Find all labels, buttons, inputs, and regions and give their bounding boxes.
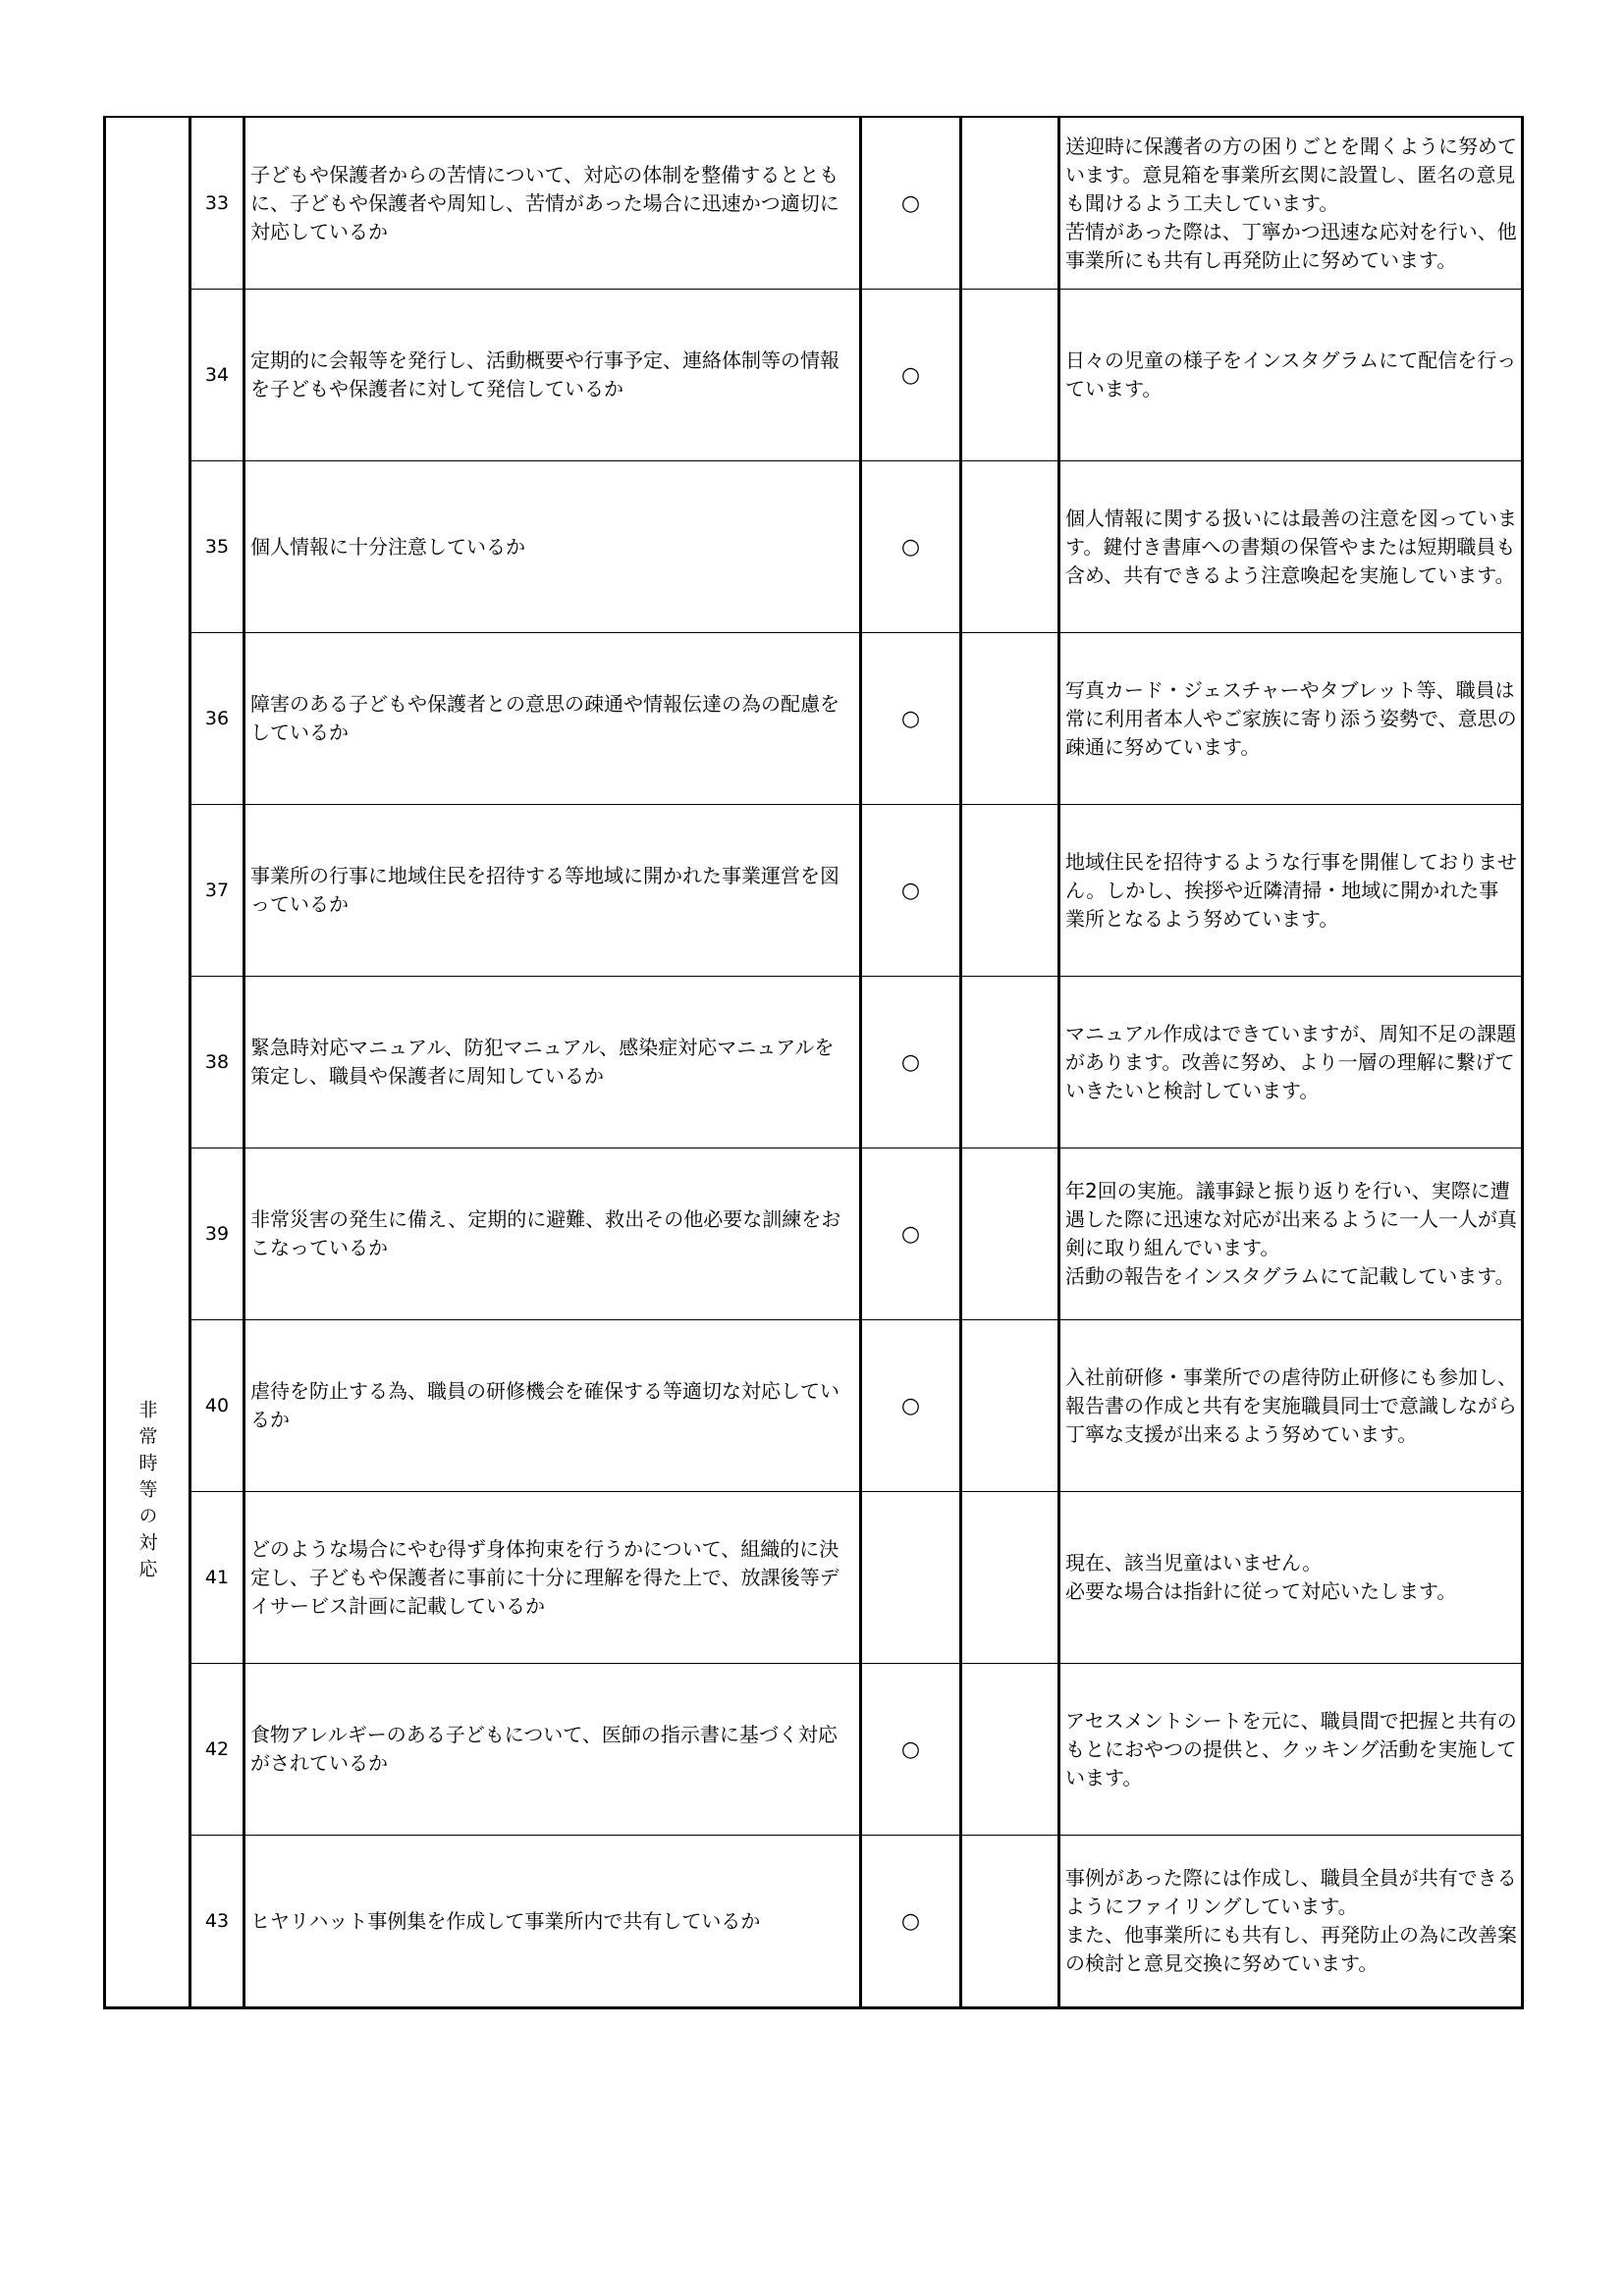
no-mark bbox=[961, 1664, 1059, 1836]
improvement-note: 送迎時に保護者の方の困りごとを聞くように努めています。意見箱を事業所玄関に設置し、匿名の意見も聞けるよう工夫しています。 苦情があった際は、丁寧かつ迅速な応対を行い、他事業所にも共有し再発防止に努めています。 bbox=[1059, 117, 1523, 290]
item-question: 事業所の行事に地域住民を招待する等地域に開かれた事業運営を図っているか bbox=[244, 805, 861, 977]
no-mark bbox=[961, 977, 1059, 1148]
item-question: 非常災害の発生に備え、定期的に避難、救出その他必要な訓練をおこなっているか bbox=[244, 1148, 861, 1320]
yes-mark: ○ bbox=[861, 290, 961, 461]
item-number: 39 bbox=[190, 1148, 244, 1320]
item-question: どのような場合にやむ得ず身体拘束を行うかについて、組織的に決定し、子どもや保護者に事前に十分に理解を得た上で、放課後等デイサービス計画に記載しているか bbox=[244, 1492, 861, 1664]
no-mark bbox=[961, 1836, 1059, 2008]
no-mark bbox=[961, 461, 1059, 633]
table-row bbox=[105, 290, 1523, 461]
category-cell bbox=[105, 117, 190, 2008]
no-mark bbox=[961, 1320, 1059, 1492]
item-question: 障害のある子どもや保護者との意思の疎通や情報伝達の為の配慮をしているか bbox=[244, 633, 861, 805]
yes-mark: ○ bbox=[861, 117, 961, 290]
item-question: 緊急時対応マニュアル、防犯マニュアル、感染症対応マニュアルを策定し、職員や保護者に周知しているか bbox=[244, 977, 861, 1148]
item-question: ヒヤリハット事例集を作成して事業所内で共有しているか bbox=[244, 1836, 861, 2008]
table-row bbox=[105, 1492, 1523, 1664]
item-number: 40 bbox=[190, 1320, 244, 1492]
item-number: 34 bbox=[190, 290, 244, 461]
improvement-note: アセスメントシートを元に、職員間で把握と共有のもとにおやつの提供と、クッキング活動を実施しています。 bbox=[1059, 1664, 1523, 1836]
item-number: 38 bbox=[190, 977, 244, 1148]
table-row bbox=[105, 1664, 1523, 1836]
improvement-note: 現在、該当児童はいません。 必要な場合は指針に従って対応いたします。 bbox=[1059, 1492, 1523, 1664]
improvement-note: マニュアル作成はできていますが、周知不足の課題があります。改善に努め、より一層の理解に繋げていきたいと検討しています。 bbox=[1059, 977, 1523, 1148]
improvement-note: 写真カード・ジェスチャーやタブレット等、職員は常に利用者本人やご家族に寄り添う姿勢で、意思の疎通に努めています。 bbox=[1059, 633, 1523, 805]
item-number: 35 bbox=[190, 461, 244, 633]
yes-mark: ○ bbox=[861, 1320, 961, 1492]
category-label: 非常時等の対応 bbox=[135, 1399, 158, 1585]
item-number: 41 bbox=[190, 1492, 244, 1664]
item-question: 個人情報に十分注意しているか bbox=[244, 461, 861, 633]
no-mark bbox=[961, 633, 1059, 805]
improvement-note: 事例があった際には作成し、職員全員が共有できるようにファイリングしています。 また、他事業所にも共有し、再発防止の為に改善案の検討と意見交換に努めています。 bbox=[1059, 1836, 1523, 2008]
item-number: 37 bbox=[190, 805, 244, 977]
improvement-note: 日々の児童の様子をインスタグラムにて配信を行っています。 bbox=[1059, 290, 1523, 461]
no-mark bbox=[961, 1148, 1059, 1320]
item-number: 33 bbox=[190, 117, 244, 290]
table-row bbox=[105, 1148, 1523, 1320]
no-mark bbox=[961, 117, 1059, 290]
yes-mark bbox=[861, 1492, 961, 1664]
evaluation-table bbox=[103, 116, 1524, 2009]
yes-mark: ○ bbox=[861, 977, 961, 1148]
yes-mark: ○ bbox=[861, 1148, 961, 1320]
table-row bbox=[105, 1836, 1523, 2008]
item-question: 食物アレルギーのある子どもについて、医師の指示書に基づく対応がされているか bbox=[244, 1664, 861, 1836]
no-mark bbox=[961, 805, 1059, 977]
yes-mark: ○ bbox=[861, 1664, 961, 1836]
table-row bbox=[105, 117, 1523, 290]
table-row bbox=[105, 805, 1523, 977]
table-row bbox=[105, 1320, 1523, 1492]
improvement-note: 入社前研修・事業所での虐待防止研修にも参加し、報告書の作成と共有を実施職員同士で意識しながら丁寧な支援が出来るよう努めています。 bbox=[1059, 1320, 1523, 1492]
evaluation-sheet bbox=[103, 116, 1521, 2078]
yes-mark: ○ bbox=[861, 461, 961, 633]
table-row bbox=[105, 977, 1523, 1148]
yes-mark: ○ bbox=[861, 633, 961, 805]
yes-mark: ○ bbox=[861, 805, 961, 977]
item-number: 43 bbox=[190, 1836, 244, 2008]
improvement-note: 個人情報に関する扱いには最善の注意を図っています。鍵付き書庫への書類の保管やまたは短期職員も含め、共有できるよう注意喚起を実施しています。 bbox=[1059, 461, 1523, 633]
no-mark bbox=[961, 290, 1059, 461]
yes-mark: ○ bbox=[861, 1836, 961, 2008]
item-number: 42 bbox=[190, 1664, 244, 1836]
improvement-note: 年2回の実施。議事録と振り返りを行い、実際に遭遇した際に迅速な対応が出来るように一人一人が真剣に取り組んでいます。 活動の報告をインスタグラムにて記載しています。 bbox=[1059, 1148, 1523, 1320]
no-mark bbox=[961, 1492, 1059, 1664]
item-question: 虐待を防止する為、職員の研修機会を確保する等適切な対応しているか bbox=[244, 1320, 861, 1492]
table-row bbox=[105, 461, 1523, 633]
evaluation-rows bbox=[105, 117, 1523, 2008]
table-row bbox=[105, 633, 1523, 805]
item-number: 36 bbox=[190, 633, 244, 805]
item-question: 子どもや保護者からの苦情について、対応の体制を整備するとともに、子どもや保護者や周知し、苦情があった場合に迅速かつ適切に対応しているか bbox=[244, 117, 861, 290]
improvement-note: 地域住民を招待するような行事を開催しておりません。しかし、挨拶や近隣清掃・地域に開かれた事業所となるよう努めています。 bbox=[1059, 805, 1523, 977]
item-question: 定期的に会報等を発行し、活動概要や行事予定、連絡体制等の情報を子どもや保護者に対して発信しているか bbox=[244, 290, 861, 461]
